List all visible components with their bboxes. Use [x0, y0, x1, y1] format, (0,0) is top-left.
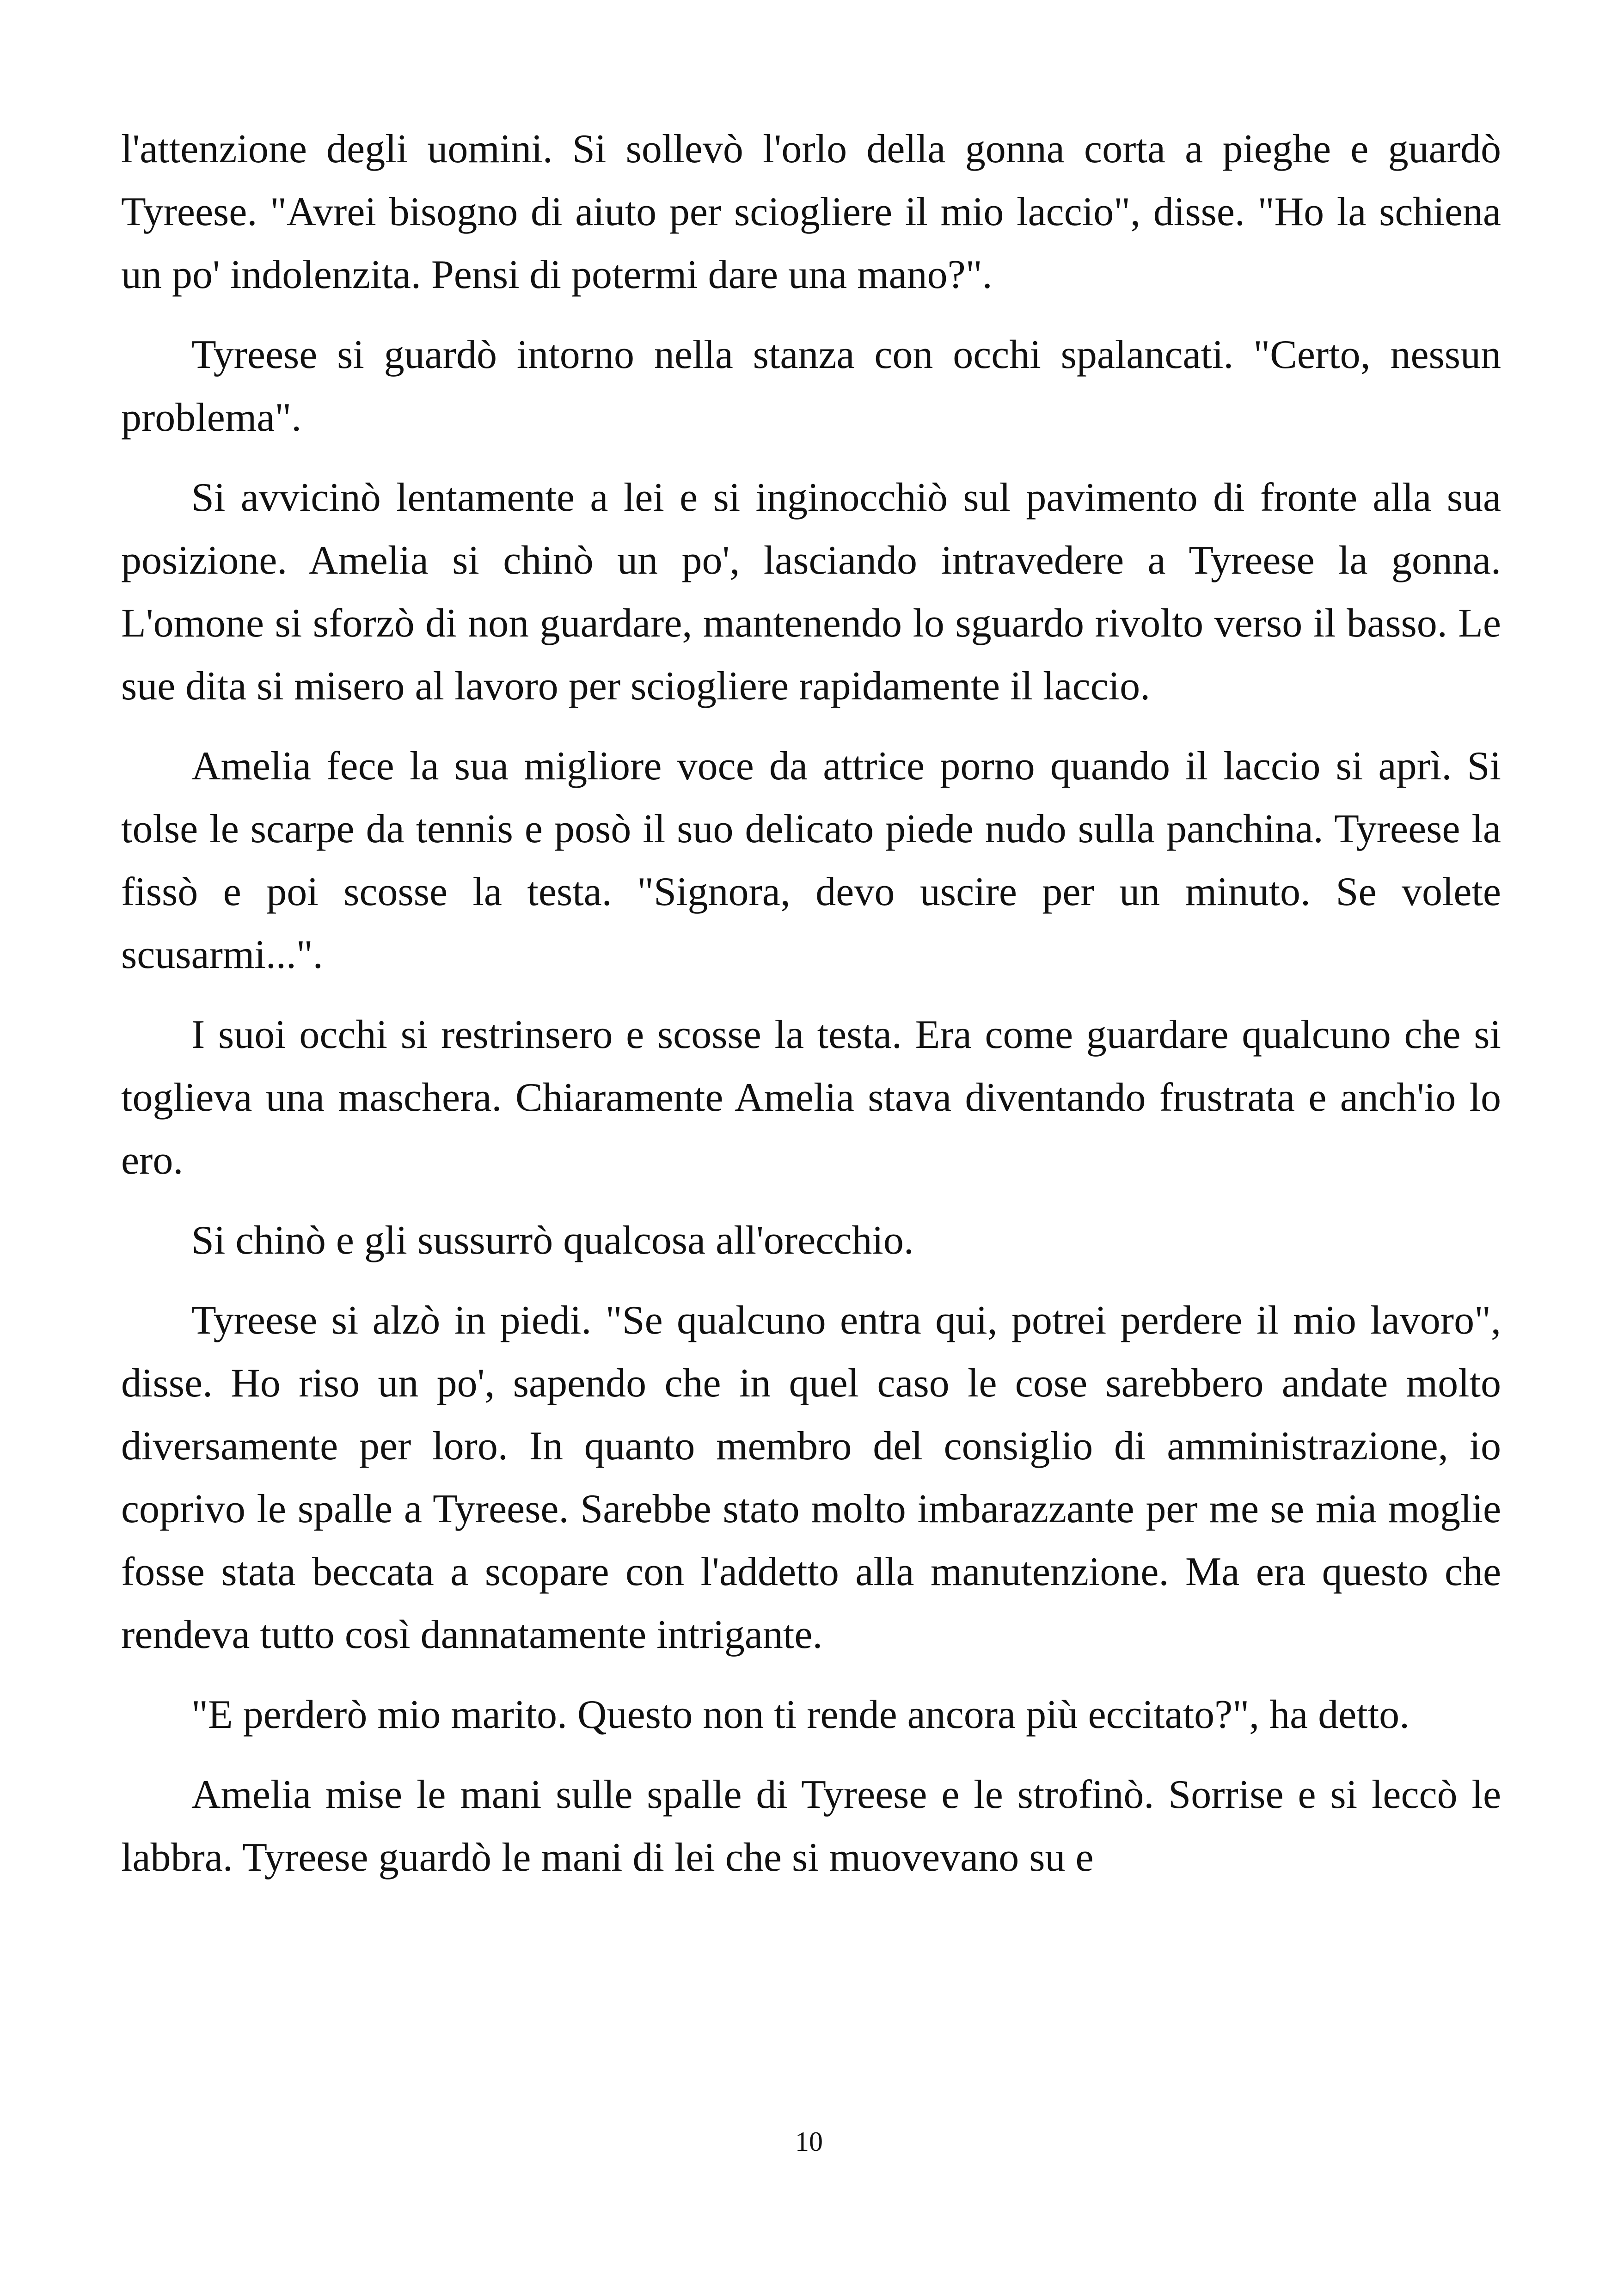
paragraph-7: Tyreese si alzò in piedi. "Se qualcuno entra qui, potrei perdere il mio lavoro", disse. Ho riso un po', sapendo che in quel caso le cose sarebbero andate molto diversamente per loro. In quanto membro del consiglio di amministrazione, io coprivo le spalle a Tyreese. Sarebbe stato molto imbarazzante per me se mia moglie fosse stata beccata a scopare con l'addetto alla manutenzione. Ma era questo che rendeva tutto così dannatamente intrigante. [121, 1298, 1501, 1657]
paragraph-9: Amelia mise le mani sulle spalle di Tyreese e le strofinò. Sorrise e si leccò le labbra. Tyreese guardò le mani di lei che si muovevano su e [121, 1772, 1501, 1880]
paragraph-6: Si chinò e gli sussurrò qualcosa all'orecchio. [191, 1218, 914, 1263]
paragraph-1: l'attenzione degli uomini. Si sollevò l'orlo della gonna corta a pieghe e guardò Tyreese. "Avrei bisogno di aiuto per sciogliere il mio laccio", disse. "Ho la schiena un po' indolenzita. Pensi di potermi dare una mano?". [121, 127, 1501, 297]
body-text [121, 118, 1501, 1906]
paragraph-8: "E perderò mio marito. Questo non ti rende ancora più eccitato?", ha detto. [191, 1692, 1410, 1737]
paragraph-3: Si avvicinò lentamente a lei e si inginocchiò sul pavimento di fronte alla sua posizione. Amelia si chinò un po', lasciando intravedere a Tyreese la gonna. L'omone si sforzò di non guardare, mantenendo lo sguardo rivolto verso il basso. Le sue dita si misero al lavoro per sciogliere rapidamente il laccio. [121, 475, 1501, 709]
paragraph-5: I suoi occhi si restrinsero e scosse la testa. Era come guardare qualcuno che si toglieva una maschera. Chiaramente Amelia stava diventando frustrata e anch'io lo ero. [121, 1012, 1501, 1183]
page-number: 10 [795, 2126, 823, 2157]
paragraph-2: Tyreese si guardò intorno nella stanza con occhi spalancati. "Certo, nessun problema". [121, 332, 1501, 440]
paragraph-4: Amelia fece la sua migliore voce da attrice porno quando il laccio si aprì. Si tolse le scarpe da tennis e posò il suo delicato piede nudo sulla panchina. Tyreese la fissò e poi scosse la testa. "Signora, devo uscire per un minuto. Se volete scusarmi...". [121, 744, 1501, 977]
